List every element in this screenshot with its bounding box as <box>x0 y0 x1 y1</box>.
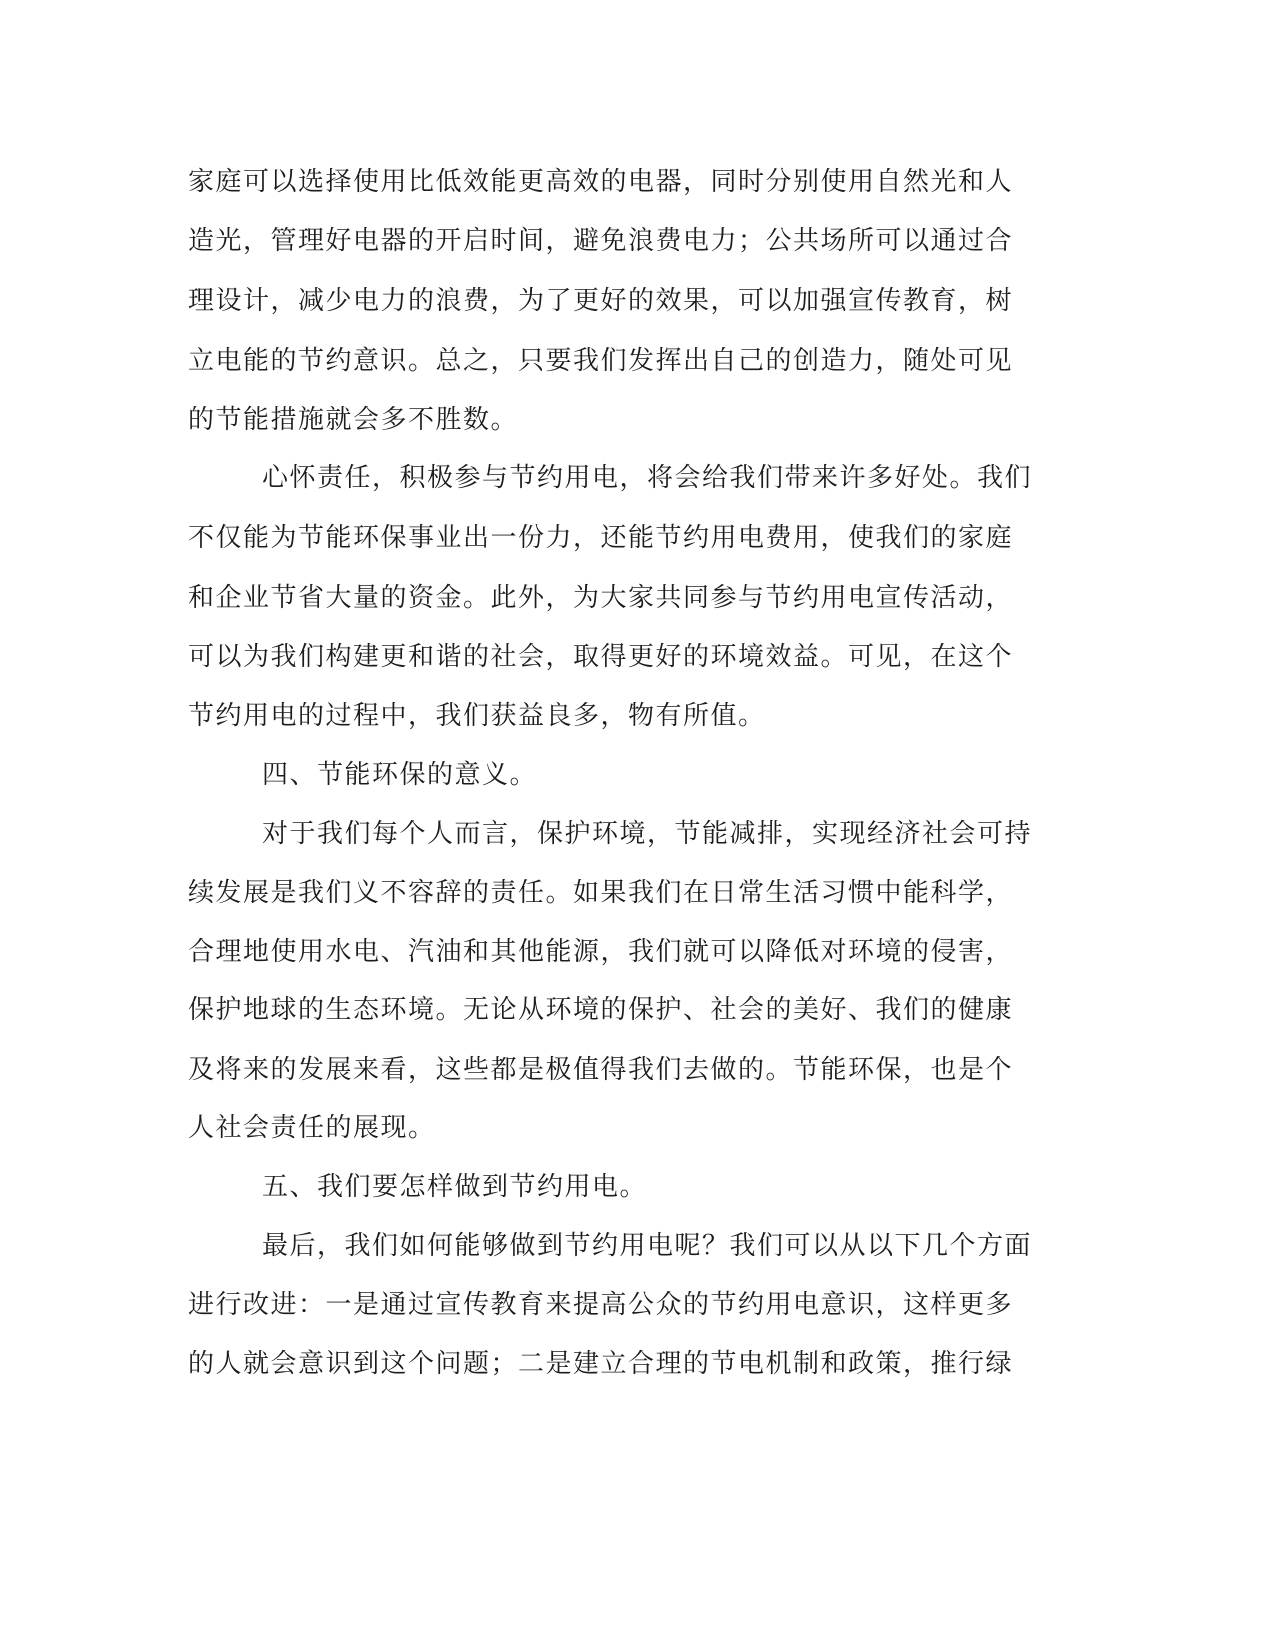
paragraph-start-line: 对于我们每个人而言，保护环境，节能减排，实现经济社会可持 <box>262 819 1033 849</box>
paragraph-start-line: 最后，我们如何能够做到节约用电呢？我们可以从以下几个方面 <box>262 1231 1033 1261</box>
text-line: 不仅能为节能环保事业出一份力，还能节约用电费用，使我们的家庭 <box>188 523 1014 553</box>
section-heading: 五、我们要怎样做到节约用电。 <box>262 1172 648 1202</box>
paragraph-start-line: 心怀责任，积极参与节约用电，将会给我们带来许多好处。我们 <box>262 463 1033 493</box>
text-line: 的节能措施就会多不胜数。 <box>188 405 519 435</box>
text-line: 理设计，减少电力的浪费，为了更好的效果，可以加强宣传教育，树 <box>188 286 1014 316</box>
text-line: 的人就会意识到这个问题；二是建立合理的节电机制和政策，推行绿 <box>188 1349 1014 1379</box>
text-line: 保护地球的生态环境。无论从环境的保护、社会的美好、我们的健康 <box>188 995 1014 1025</box>
text-line: 进行改进：一是通过宣传教育来提高公众的节约用电意识，这样更多 <box>188 1290 1014 1320</box>
text-line: 和企业节省大量的资金。此外，为大家共同参与节约用电宣传活动， <box>188 583 1014 613</box>
text-line: 造光，管理好电器的开启时间，避免浪费电力；公共场所可以通过合 <box>188 226 1014 256</box>
text-line: 合理地使用水电、汽油和其他能源，我们就可以降低对环境的侵害， <box>188 937 1014 967</box>
text-line: 及将来的发展来看，这些都是极值得我们去做的。节能环保，也是个 <box>188 1055 1014 1085</box>
text-line: 立电能的节约意识。总之，只要我们发挥出自己的创造力，随处可见 <box>188 346 1014 376</box>
text-line: 家庭可以选择使用比低效能更高效的电器，同时分别使用自然光和人 <box>188 167 1014 197</box>
section-heading: 四、节能环保的意义。 <box>262 760 538 790</box>
text-line: 节约用电的过程中，我们获益良多，物有所值。 <box>188 701 766 731</box>
text-line: 人社会责任的展现。 <box>188 1113 436 1143</box>
text-line: 续发展是我们义不容辞的责任。如果我们在日常生活习惯中能科学， <box>188 878 1014 908</box>
text-line: 可以为我们构建更和谐的社会，取得更好的环境效益。可见，在这个 <box>188 642 1014 672</box>
